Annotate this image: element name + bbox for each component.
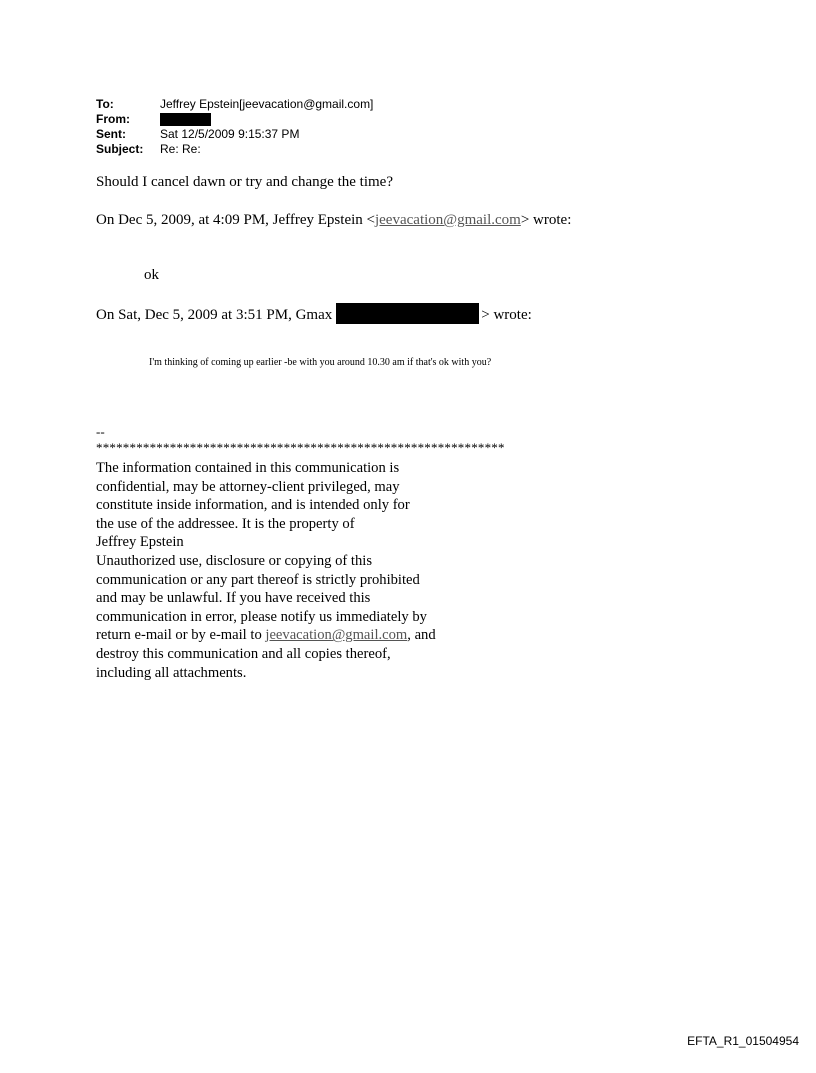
disclaimer-line: constitute inside information, and is intended only for [96,497,410,514]
disclaimer-email-suffix: , and [407,627,436,644]
sent-label: Sent: [96,126,126,141]
quote1-reply: ok [144,267,159,283]
quote2-attribution [96,303,532,324]
quote2-text: I'm thinking of coming up earlier -be with you around 10.30 am if that's ok with you? [149,357,492,368]
confidentiality-disclaimer [96,459,516,682]
to-row [96,96,373,111]
quote2-prefix: On Sat, Dec 5, 2009 at 3:51 PM, Gmax [96,307,333,323]
disclaimer-line: the use of the addressee. It is the property of [96,515,355,532]
sender-redaction [336,303,479,324]
quote1-attribution [96,211,571,229]
sent-row [96,126,373,141]
disclaimer-email-link[interactable]: jeevacation@gmail.com [265,627,408,644]
disclaimer-line: Unauthorized use, disclosure or copying of this [96,552,373,569]
signature-dashes: -- [96,424,105,439]
disclaimer-line: communication or any part thereof is strictly prohibited [96,571,420,588]
to-value: Jeffrey Epstein[jeevacation@gmail.com] [160,96,374,111]
disclaimer-line: Jeffrey Epstein [96,534,184,551]
disclaimer-line: destroy this communication and all copies thereof, [96,645,391,662]
subject-value: Re: Re: [160,141,201,156]
disclaimer-line: and may be unlawful. If you have received this [96,590,371,607]
quote1-email-link[interactable]: jeevacation@gmail.com [374,212,521,228]
message-text: Should I cancel dawn or try and change the time? [96,174,393,190]
disclaimer-line: including all attachments. [96,664,247,681]
disclaimer-line [96,626,516,645]
signature-stars: ************************************************************* [96,440,505,455]
email-header [96,96,373,156]
document-id: EFTA_R1_01504954 [687,1034,799,1048]
quote1-prefix: On Dec 5, 2009, at 4:09 PM, Jeffrey Epstein < [96,212,375,228]
disclaimer-email-prefix: return e-mail or by e-mail to [96,627,266,644]
quote1-suffix: > wrote: [520,212,572,228]
sent-value: Sat 12/5/2009 9:15:37 PM [160,126,300,141]
from-redaction [160,113,211,126]
subject-label: Subject: [96,141,144,156]
from-row [96,111,373,126]
disclaimer-line: communication in error, please notify us immediately by [96,608,427,625]
subject-row [96,141,373,156]
quote2-suffix: > wrote: [481,307,532,323]
disclaimer-line: confidential, may be attorney-client privileged, may [96,478,400,495]
from-label: From: [96,111,130,126]
disclaimer-line: The information contained in this communication is [96,460,400,476]
to-label: To: [96,96,114,111]
